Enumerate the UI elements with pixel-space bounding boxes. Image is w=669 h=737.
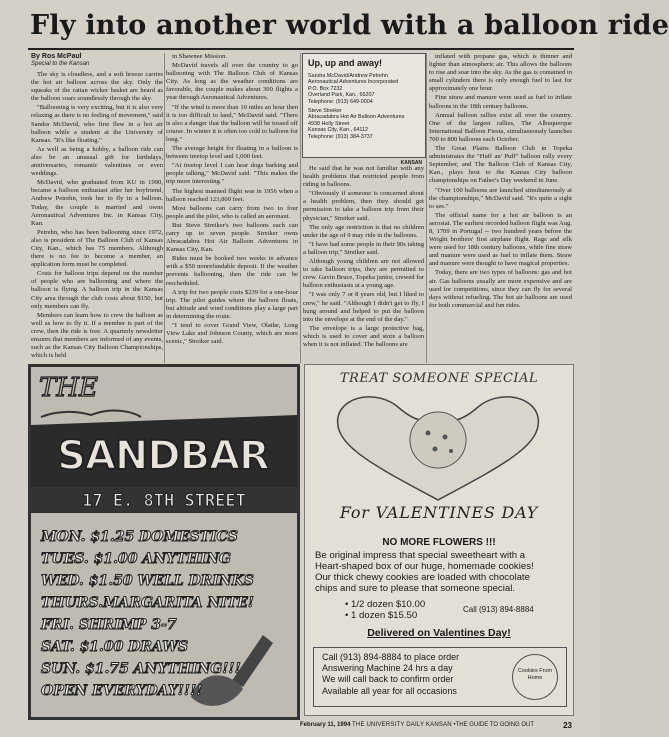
chip-dot [449, 449, 453, 453]
paragraph: "Over 100 balloons are launched simultaneously at the championships," McDavid said. "It's quite a sight to see." [429, 186, 572, 210]
special-line: THURS.MARGARITA NITE! [41, 595, 254, 611]
contact-line: Kansas City, Kan., 64112 [308, 127, 369, 134]
wave-scribble [41, 411, 141, 417]
column-divider [300, 53, 301, 363]
paragraph: Rides must be booked two weeks in advance with a $50 nonrefundable deposit. If the weather prevents ballooning, then the ride can be rescheduled. [166, 255, 298, 287]
contact-line: Telephone: (913) 384-3737 [308, 133, 373, 140]
logo-text: Cookies From Home [517, 668, 553, 681]
chip-dot [443, 435, 448, 440]
contact-sidebar [302, 53, 426, 166]
paragraph: Annual balloon rallies exist all over the country. One of the largest rallies, The Albuquerque International Balloon Fiesta, simultaneously launches 700 to 800 balloons each October. [429, 111, 572, 143]
headline: Fly into another world with a balloon ride [30, 10, 669, 41]
paragraph: But Steve Streiker's two balloons each can carry up to seven people. Streiker owns Abracadabra Hot Air Balloon Adventures in Kansas City, Kan. [166, 221, 298, 254]
cookies-from-home-logo [512, 654, 558, 700]
contact-line: Abracadabra Hot Air Balloon Adventures [308, 114, 405, 121]
order-line: We will call back to confirm order [322, 674, 454, 685]
paragraph: The only age restriction is that no children under the age of 9 may ride in the balloons. [303, 223, 424, 239]
byline-role: Special to the Kansan [31, 61, 90, 67]
ad-copy-line: Our thick chewy cookies are loaded with chocolate [315, 572, 530, 583]
chip-dot [433, 447, 438, 452]
special-line: WED. $1.50 WELL DRINKS [41, 573, 254, 589]
sandbar-street: 17 E. 8TH STREET [82, 491, 246, 511]
paragraph: Most balloons can carry from two to four people and the pilot, who is called an aeronaut. [166, 204, 298, 220]
price-line: • 1/2 dozen $10.00 [345, 599, 426, 610]
paragraph: "Obviously if someone is concerned about a health problem, then they should get permission to take a balloon trip from their physician," Streiker said. [303, 190, 424, 222]
price-list [345, 600, 425, 621]
paragraph: Although young children are not allowed to take balloon trips, they are permitted to crew. Gavin Bruce, Topeka junior, crewed for balloon enthusiasts at a young age. [303, 258, 424, 290]
ad-copy-line: chips and sure to please that someone special. [315, 583, 515, 594]
special-line: TUES. $1.00 ANYTHING [41, 551, 231, 567]
paragraph: As well as being a hobby, a balloon ride can also be an unusual gift for birthdays, anniversaries, romantic valentines or even weddings. [31, 145, 163, 178]
special-line: SUN. $1.75 ANYTHING!!! [41, 661, 241, 677]
contact-block-2 [303, 108, 425, 140]
paragraph: "I have had some people in their 90s taking a balloon trip," Streiker said. [303, 240, 424, 256]
paragraph: The official name for a hot air balloon is an aerostat. The earliest recorded balloon flight was Aug. 8, 1709 in Portugal -- two hundred years before the Wright brothers' first airplane flight. Rags and silk were used for 18th century balloons, while fine straw and manure were used as fuel to inflate them. Straw and manure were thought to have magical properties. [429, 211, 572, 268]
ad-copy-line: Be original impress that special sweetheart with a [315, 550, 526, 561]
price-line: • 1 dozen $15.50 [345, 609, 418, 621]
contact-line: Steve Streiker [308, 108, 342, 115]
phone-number: Call (913) 894-8884 [463, 605, 534, 614]
paragraph: "Ballooning is very exciting, but it is also very relaxing as there is no feeling of movement," said Sandra McDavid, who first flew in a hot air balloon while a student at the University of Kansas. "It's like floating." [31, 104, 163, 144]
heart-cookie-box-icon [313, 385, 563, 505]
special-line: FRI. SHRIMP 3-7 [41, 617, 177, 633]
paragraph: Members can learn how to crew the balloon as well as how to fly it. If a member is part of the crew, then the ride is free. A quarterly newsletter ensures that members are informed of any events, such as the Kansas City Balloon Championships, which is held [31, 311, 163, 360]
sandbar-ad [28, 364, 300, 720]
paragraph: The sky is cloudless, and a soft breeze carries the hot air balloon across the sky. Only the squeaks of the rattan wicker basket are heard as the balloon soars soundlessly through the sky. [31, 71, 163, 103]
sandbar-the: THE [39, 373, 98, 403]
valentine-cookie-ad [304, 364, 574, 716]
ad-copy-line: Heart-shaped box of our huge, homemade cookies! [315, 561, 534, 572]
order-info [322, 652, 459, 697]
page-number: 23 [563, 721, 572, 730]
paragraph: "I tend to cover Grand View, Olathe, Long View Lake and Johnson County, which are more scenic," Streiker said. [166, 322, 298, 346]
contact-block-1 [303, 73, 425, 105]
contact-line: Sandra McDavid/Andrew Petrehn [308, 73, 389, 79]
paragraph: "At treetop level I can hear dogs barking and people talking," McDavid said. "This makes the trip more interesting." [166, 162, 298, 186]
paragraph: McDavid travels all over the country to go ballooning with The Balloon Club of Kansas City. As long as the weather conditions are favorable, the couple makes about 300 flights a year through Aeronautical Adventures. [166, 62, 298, 102]
paragraph: "If the wind is more than 10 miles an hour then it is too difficult to land," McDavid said. "There is also a danger that the balloon will be tossed off course. In winter it is often too cold to balloon for long." [166, 103, 298, 143]
article-column-2 [166, 53, 298, 361]
order-line: Answering Machine 24 hrs a day [322, 663, 453, 674]
contact-line: Overland Park, Kan., 66207 [308, 92, 375, 99]
byline: By Ros McPaul [31, 53, 82, 60]
contact-line: Aeronautical Adventures Incorporated [308, 79, 399, 86]
paper-name: THE UNIVERSITY DAILY KANSAN [352, 722, 452, 728]
paragraph: in Shawnee Mission. [172, 53, 228, 60]
paragraph: Today, there are two types of balloons: gas and hot air. Gas balloons usually are more expensive and are used for competitions, since they can fly for several days without refueling. The hot air balloons are used for both commercial and fun rides. [429, 269, 572, 309]
paragraph: A trip for two people costs $239 for a one-hour trip. The pilot guides where the balloon floats, but altitude and wind conditions play a large part in determining the route. [166, 288, 298, 320]
contact-line: Telephone: (913) 649-0004 [308, 98, 373, 105]
special-line: OPEN EVERYDAY!!!! [41, 683, 203, 699]
contact-line: P.O. Box 7232 [308, 85, 343, 92]
paragraph: The Great Plains Balloon Club in Topeka administrates the "Huff an' Puff" balloon rally every September, and The Balloon Club of Kansas City, Kan., plays host to the Kansas City balloon championships on Father's Day weekend in June. [429, 145, 572, 185]
delivered-note: Delivered on Valentines Day! [367, 627, 511, 639]
article-column-4 [429, 53, 572, 361]
headline-rule [28, 48, 574, 50]
order-info-box [313, 647, 567, 707]
paragraph: "I was only 7 or 8 years old, but I liked to crew," he said. "Although I didn't get to fly, I hung around and helped to put the balloon into the envelope at the end of the day." [303, 291, 424, 323]
column-divider [426, 53, 427, 363]
sandbar-name: SANDBAR [57, 433, 269, 479]
paragraph: Petrehn, who has been ballooning since 1972, also is president of The Balloon Club of Kansas City, Kan., which has 75 members. Although there is no fee to become a member, an application form must be completed. [31, 228, 163, 269]
issue-date: February 11, 1994 [300, 722, 351, 728]
order-line: Available all year for all occasions [322, 685, 457, 696]
for-valentines-day: For VALENTINES DAY [339, 503, 539, 522]
no-more-flowers: NO MORE FLOWERS !!! [382, 537, 496, 548]
page-footer [300, 722, 572, 728]
special-line: SAT. $1.00 DRAWS [41, 639, 189, 655]
paragraph: inflated with propane gas, which is thinner and lighter than atmospheric air. This allows the balloons to rise and soar into the sky. As the gas is contained in small cylinders there is only enough fuel to last for approximately one hour. [429, 53, 572, 93]
ad-copy [315, 550, 565, 594]
article-column-1 [31, 71, 163, 361]
sidebar-title: Up, up and away! [308, 58, 383, 68]
cookie-icon [410, 412, 466, 468]
contact-line: 4938 Holly Street [308, 120, 350, 127]
ad-headline: TREAT SOMEONE SPECIAL [339, 371, 539, 386]
paragraph: McDavid, who graduated from KU in 1990, became a balloon enthusiast after her boyfriend, Andrew Petrehn, took her to fly in a balloon. Today, the couple is married and owns Aeronautical Adventures Inc. in Kansas City, Kan. [31, 179, 163, 227]
chip-dot [426, 431, 431, 436]
special-line: MON. $1.25 DOMESTICS [41, 529, 238, 545]
column-divider [164, 53, 165, 363]
paragraph: The average height for floating in a balloon is between treetop level and 1,000 feet. [166, 145, 298, 161]
paragraph: Costs for balloon trips depend on the number of people who are ballooning and where the balloon is flying. A balloon trip in the Kansas City area through the club costs about $150, but only members can fly. [31, 270, 163, 310]
paragraph: The envelope is a large protective bag, which is used to cover and store a balloon when it is not inflated. The balloons are [303, 324, 424, 348]
paragraph: Fine straw and manure were used as fuel to inflate balloons in the 18th century balloons. [429, 94, 572, 110]
sidebar-tag: KANSAN [400, 160, 422, 166]
order-line: Call (913) 894-8884 to place order [322, 652, 460, 662]
paragraph: He said that he was not familiar with any health problems that restricted people from riding in balloons. [303, 165, 424, 189]
paragraph: The highest manned flight was in 1956 when a balloon reached 123,800 feet. [166, 187, 298, 203]
section-name: •THE GUIDE TO GOING OUT [453, 722, 535, 728]
article-column-3 [303, 165, 424, 361]
